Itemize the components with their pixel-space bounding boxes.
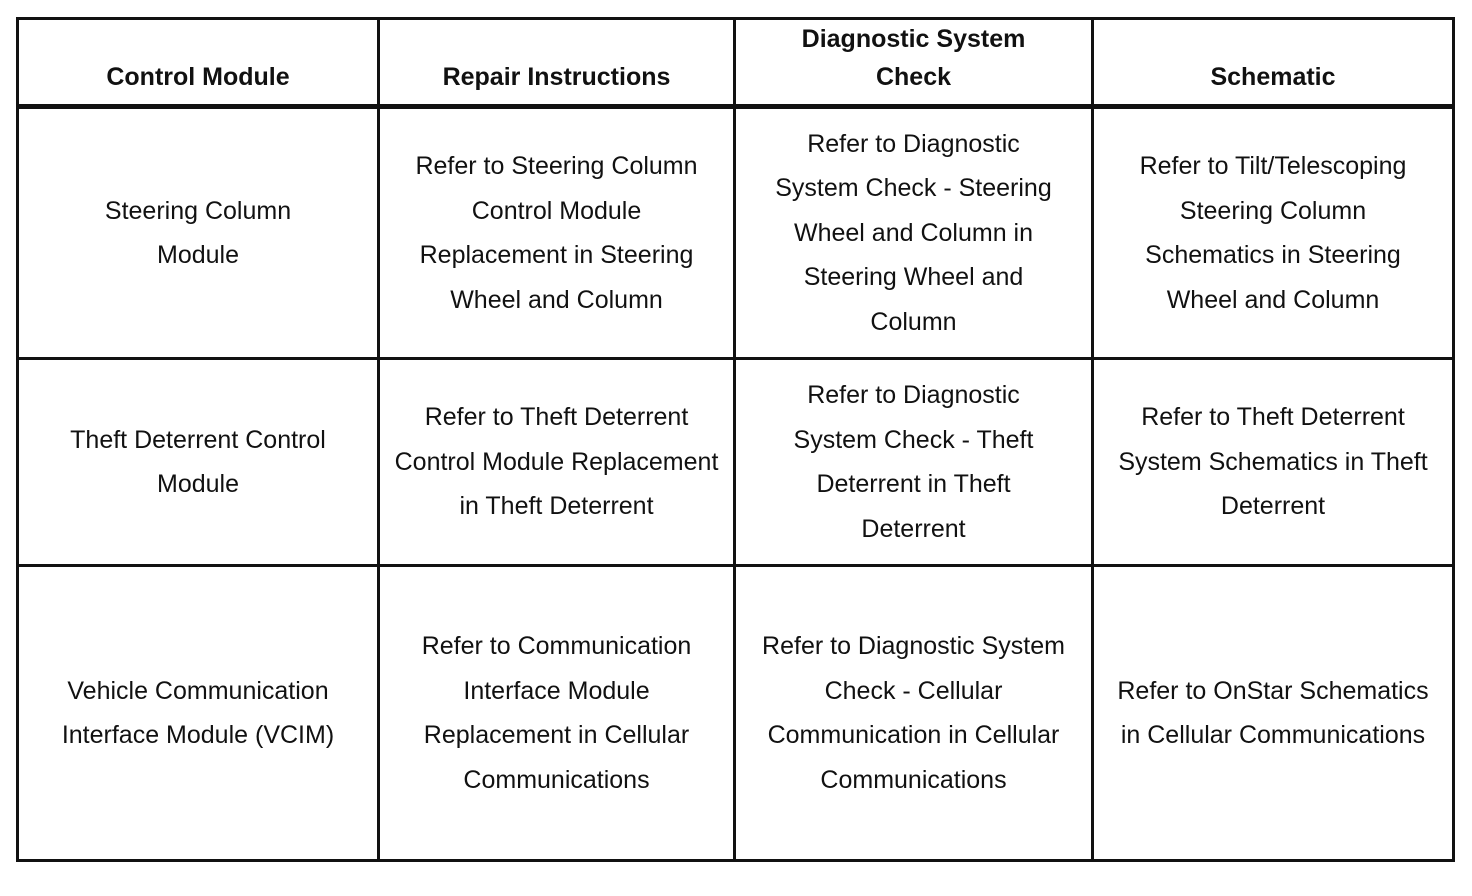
table-row	[18, 107, 1454, 359]
header-row	[18, 19, 1454, 107]
cell-diagnostic-system-check	[735, 566, 1093, 861]
cell-diagnostic-system-check	[735, 359, 1093, 566]
cell-repair-instructions	[379, 566, 735, 861]
table-body	[18, 107, 1454, 861]
cell-text: Refer to Tilt/Telescoping Steering Column Schematics in Steering Wheel and Column	[1139, 152, 1407, 314]
table-header	[18, 19, 1454, 107]
header-schematic: Schematic	[1093, 19, 1454, 107]
cell-schematic	[1093, 107, 1454, 359]
cell-text: Vehicle Communication Interface Module (VCIM)	[61, 676, 335, 749]
cell-text: Refer to Steering Column Control Module Replacement in Steering Wheel and Column	[415, 152, 698, 314]
table-row	[18, 359, 1454, 566]
control-module-reference-table	[16, 17, 1455, 862]
header-diagnostic-system-check	[735, 19, 1093, 107]
cell-schematic	[1093, 566, 1454, 861]
cell-text: Refer to Diagnostic System Check - Cellular Communication in Cellular Communications	[762, 632, 1065, 794]
cell-text: Refer to OnStar Schematics in Cellular Communications	[1117, 676, 1429, 749]
cell-repair-instructions	[379, 359, 735, 566]
cell-text: Refer to Theft Deterrent Control Module Replacement in Theft Deterrent	[394, 403, 719, 521]
cell-control-module	[18, 359, 379, 566]
cell-text: Refer to Communication Interface Module Replacement in Cellular Communications	[421, 632, 692, 794]
cell-text: Refer to Theft Deterrent System Schematics in Theft Deterrent	[1118, 403, 1428, 521]
table-row	[18, 566, 1454, 861]
cell-diagnostic-system-check	[735, 107, 1093, 359]
cell-text: Steering Column Module	[104, 196, 292, 269]
header-diagnostic-system-check-label: Diagnostic System Check	[801, 25, 1026, 91]
cell-text: Theft Deterrent Control Module	[70, 425, 326, 498]
cell-control-module	[18, 566, 379, 861]
cell-text: Refer to Diagnostic System Check - Theft Deterrent in Theft Deterrent	[793, 381, 1034, 543]
cell-repair-instructions	[379, 107, 735, 359]
cell-text: Refer to Diagnostic System Check - Steering Wheel and Column in Steering Wheel and Column	[775, 129, 1052, 336]
header-control-module: Control Module	[18, 19, 379, 107]
header-repair-instructions: Repair Instructions	[379, 19, 735, 107]
cell-schematic	[1093, 359, 1454, 566]
cell-control-module	[18, 107, 379, 359]
